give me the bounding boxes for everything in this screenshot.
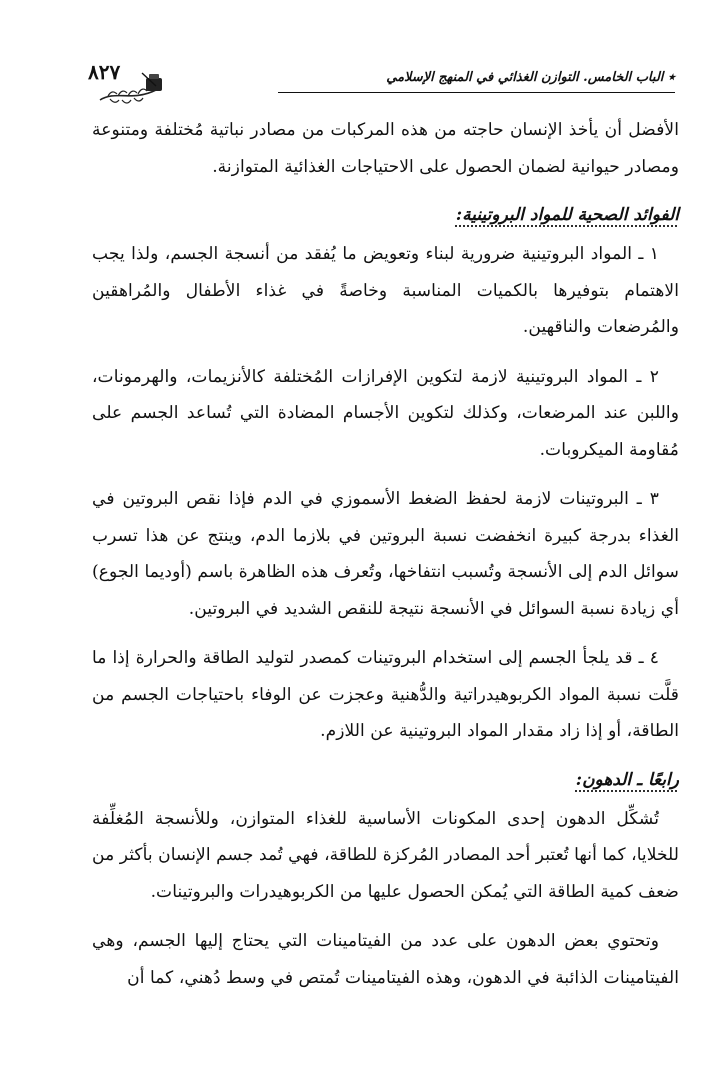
protein-benefits-heading: الفوائد الصحية للمواد البروتينية: [455,205,679,225]
running-head: ٭ الباب الخامس. التوازن الغذائي في المنهج الإسلامي [386,70,675,85]
fats-heading: رابعًا ـ الدهون: [575,769,679,790]
page-number: ٨٢٧ [88,60,121,84]
page-header [88,62,675,102]
protein-point-4: ٤ ـ قد يلجأ الجسم إلى استخدام البروتينات كمصدر لتوليد الطاقة والحرارة إذا ما قلَّت نسبة المواد الكربوهيدراتية والدُّهنية وعجزت عن الوفاء باحتياجات الجسم من الطاقة، أو إذا زاد مقدار المواد البروتينية عن اللازم. [92,648,679,741]
protein-point-3: ٣ ـ البروتينات لازمة لحفظ الضغط الأسموزي في الدم فإذا نقص البروتين في الغذاء بدرجة كبيرة انخفضت نسبة البروتين في بلازما الدم، وينتج عن هذا تسرب سوائل الدم إلى الأنسجة وتُسبب انتفاخها، وتُعرف هذه الظاهرة باسم (أوديما الجوع) أي زيادة نسبة السوائل في الأنسجة نتيجة للنقص الشديد في البروتين. [92,489,679,619]
protein-point-1: ١ ـ المواد البروتينية ضرورية لبناء وتعويض ما يُفقد من أنسجة الجسم، ولذا يجب الاهتمام بتوفيرها بالكميات المناسبة وخاصةً في غذاء الأطفال والمُراهقين والمُرضعات والناقهين. [92,244,679,337]
protein-point-2: ٢ ـ المواد البروتينية لازمة لتكوين الإفرازات المُختلفة كالأنزيمات، والهرمونات، واللبن عند المرضعات، وكذلك لتكوين الأجسام المضادة التي تُساعد الجسم على مُقاومة الميكروبات. [92,366,679,460]
fats-paragraph-1: تُشكِّل الدهون إحدى المكونات الأساسية للغذاء المتوازن، وللأنسجة المُغلِّفة للخلايا، كما أنها تُعتبر أحد المصادر المُركزة للطاقة، فهي تُمد جسم الإنسان بأكثر من ضعف كمية الطاقة التي يُمكن الحصول عليها من الكربوهيدرات والبروتينات. [91,808,679,902]
inkwell-ornament-icon [98,72,168,104]
page-body [92,112,679,1009]
header-rule [278,92,675,93]
fats-paragraph-2: وتحتوي بعض الدهون على عدد من الفيتامينات التي يحتاج إليها الجسم، وهي الفيتامينات الذائبة في الدهون، وهذه الفيتامينات تُمتص في وسط دُهني، كما أن [92,931,679,988]
intro-paragraph: الأفضل أن يأخذ الإنسان حاجته من هذه المركبات من مصادر نباتية مُختلفة ومتنوعة ومصادر حيوانية لضمان الحصول على الاحتياجات الغذائية المتوازنة. [92,120,679,177]
